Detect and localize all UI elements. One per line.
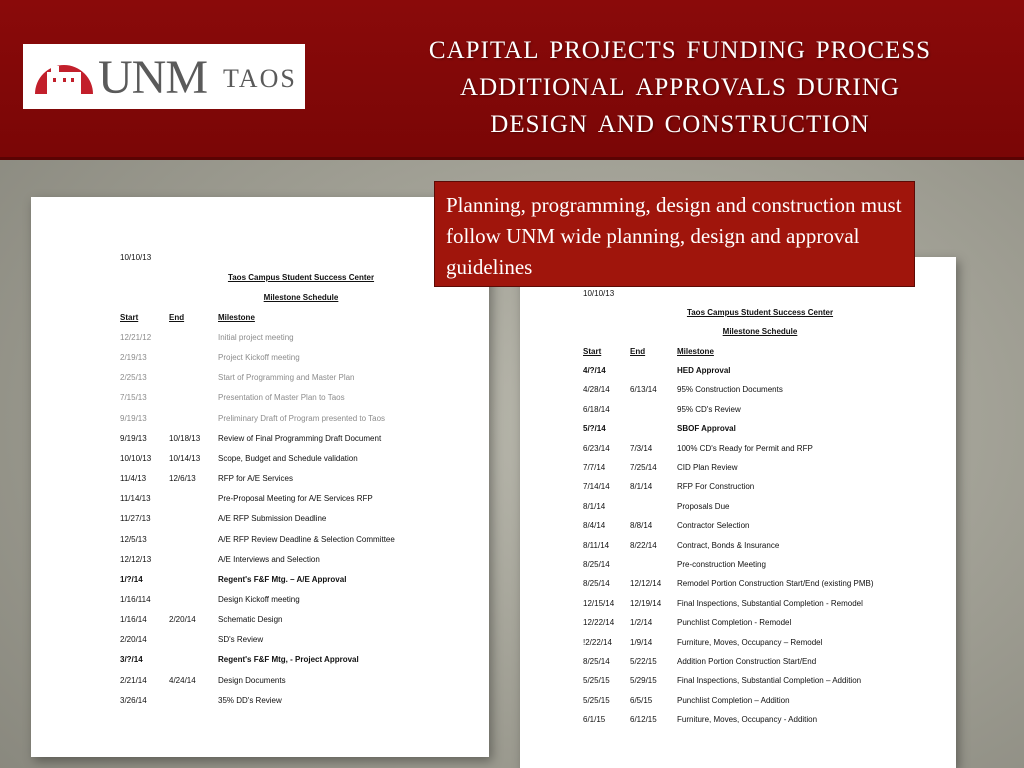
col-end: End	[630, 347, 646, 356]
table-row	[120, 555, 480, 567]
row-milestone: Pre-Proposal Meeting for A/E Services RFP	[218, 494, 373, 504]
slide-header	[0, 0, 1024, 160]
row-start: 8/4/14	[583, 521, 606, 531]
row-milestone: A/E RFP Review Deadline & Selection Committee	[218, 534, 395, 544]
table-row	[583, 502, 943, 514]
table-row	[120, 474, 480, 486]
row-milestone: Punchlist Completion - Remodel	[677, 618, 792, 628]
doc-date: 10/10/13	[583, 289, 615, 298]
row-start: 2/20/14	[120, 635, 147, 645]
table-row	[583, 541, 943, 553]
table-row	[583, 579, 943, 591]
row-milestone: HED Approval	[677, 366, 731, 375]
col-start: Start	[120, 313, 139, 322]
row-milestone: 95% CD's Review	[677, 404, 741, 414]
row-milestone: 35% DD's Review	[218, 695, 282, 705]
row-start: 12/5/13	[120, 534, 147, 544]
row-start: 8/25/14	[583, 657, 610, 666]
row-start: 6/18/14	[583, 404, 610, 414]
row-milestone: Contractor Selection	[677, 521, 750, 531]
row-milestone: Initial project meeting	[218, 333, 294, 342]
title-line-2: additional approvals during	[460, 64, 900, 103]
milestone-schedule-left	[31, 197, 489, 757]
row-start: 2/25/13	[120, 373, 147, 383]
row-milestone: 100% CD's Ready for Permit and RFP	[677, 443, 813, 453]
doc-title: Taos Campus Student Success Center	[227, 273, 375, 282]
row-start: 12/22/14	[583, 618, 615, 628]
row-milestone: Proposals Due	[677, 501, 730, 511]
row-milestone: SD's Review	[218, 635, 264, 645]
row-milestone: A/E RFP Submission Deadline	[218, 514, 327, 524]
table-row	[120, 373, 480, 385]
unm-logo-icon	[33, 54, 95, 98]
row-milestone: Furniture, Moves, Occupancy - Addition	[677, 715, 818, 725]
table-row	[583, 463, 943, 475]
row-milestone: Design Kickoff meeting	[218, 594, 300, 604]
title-line-3: design and construction	[490, 101, 870, 140]
table-row	[120, 393, 480, 405]
table-row	[583, 715, 943, 727]
table-row	[120, 655, 480, 667]
row-start: 11/14/13	[120, 494, 151, 504]
table-row	[120, 615, 480, 627]
table-row	[583, 405, 943, 417]
col-end: End	[169, 313, 185, 322]
row-milestone: Presentation of Master Plan to Taos	[218, 393, 345, 403]
row-end: 1/2/14	[630, 618, 653, 628]
table-row	[120, 494, 480, 506]
row-end: 8/22/14	[630, 540, 657, 550]
table-row	[120, 414, 480, 426]
row-end: 6/5/15	[630, 695, 653, 705]
table-row	[583, 638, 943, 650]
col-milestone: Milestone	[677, 347, 714, 356]
row-milestone: A/E Interviews and Selection	[218, 554, 320, 564]
row-start: 4/28/14	[583, 385, 610, 395]
row-end: 6/13/14	[630, 385, 657, 395]
table-row	[583, 366, 943, 378]
col-start: Start	[583, 347, 602, 356]
row-end: 12/6/13	[169, 474, 196, 484]
table-row	[120, 353, 480, 365]
row-end: 8/1/14	[630, 482, 653, 492]
table-row	[583, 521, 943, 533]
table-row	[120, 535, 480, 547]
row-start: 7/7/14	[583, 463, 606, 472]
slide-title	[340, 28, 1020, 139]
logo-unm-text: UNM	[98, 51, 208, 104]
row-start: 2/19/13	[120, 353, 147, 363]
table-row	[583, 657, 943, 669]
table-row	[120, 595, 480, 607]
row-milestone: Addition Portion Construction Start/End	[677, 657, 817, 666]
row-start: 8/25/14	[583, 560, 610, 569]
row-end: 5/29/15	[630, 676, 657, 686]
row-milestone: Schematic Design	[218, 615, 283, 625]
row-start: 9/19/13	[120, 413, 147, 423]
row-start: 6/23/14	[583, 443, 610, 453]
row-milestone: 95% Construction Documents	[677, 385, 783, 395]
row-start: 6/1/15	[583, 715, 606, 725]
row-milestone: Punchlist Completion – Addition	[677, 695, 790, 705]
row-end: 12/19/14	[630, 598, 662, 608]
row-start: 8/25/14	[583, 579, 610, 589]
table-row	[120, 333, 480, 345]
row-milestone: RFP For Construction	[677, 482, 755, 492]
row-end: 10/18/13	[169, 433, 201, 443]
row-milestone: Final Inspections, Substantial Completion – Addition	[677, 676, 862, 686]
row-end: 12/12/14	[630, 579, 662, 589]
title-line-1: capital projects funding process	[428, 27, 932, 66]
row-milestone: Final Inspections, Substantial Completion - Remodel	[677, 598, 863, 608]
row-end: 10/14/13	[169, 453, 201, 463]
row-milestone: Scope, Budget and Schedule validation	[218, 453, 358, 463]
logo-taos-text: TAOS	[223, 64, 297, 93]
row-milestone: Project Kickoff meeting	[218, 353, 300, 363]
table-row	[583, 385, 943, 397]
row-milestone: Regent's F&F Mtg, - Project Approval	[218, 655, 359, 665]
table-row	[120, 676, 480, 688]
row-end: 4/24/14	[169, 675, 196, 685]
unm-taos-logo	[23, 44, 305, 109]
doc-date: 10/10/13	[120, 253, 152, 262]
row-milestone: Remodel Portion Construction Start/End (existing PMB)	[677, 579, 874, 589]
table-row	[120, 635, 480, 647]
table-row	[583, 482, 943, 494]
row-start: !2/22/14	[583, 637, 612, 647]
row-start: 2/21/14	[120, 675, 147, 685]
row-end: 1/9/14	[630, 637, 653, 647]
table-row	[120, 434, 480, 446]
row-milestone: Start of Programming and Master Plan	[218, 373, 355, 383]
row-end: 2/20/14	[169, 615, 196, 625]
row-start: 7/14/14	[583, 482, 610, 492]
table-header	[583, 347, 903, 359]
guidelines-callout: Planning, programming, design and construction must follow UNM wide planning, design and approval guidelines	[434, 181, 915, 287]
table-row	[583, 560, 943, 572]
row-milestone: Pre-construction Meeting	[677, 560, 766, 569]
row-start: 7/15/13	[120, 393, 147, 403]
row-start: 8/1/14	[583, 501, 606, 511]
row-start: 3/26/14	[120, 695, 147, 705]
row-milestone: Design Documents	[218, 675, 286, 685]
row-start: 8/11/14	[583, 540, 610, 550]
row-milestone: Contract, Bonds & Insurance	[677, 540, 780, 550]
doc-subtitle: Milestone Schedule	[263, 293, 339, 302]
row-start: 12/15/14	[583, 598, 615, 608]
doc-subtitle: Milestone Schedule	[722, 327, 798, 336]
row-start: 12/12/13	[120, 554, 152, 564]
row-end: 6/12/15	[630, 715, 657, 725]
col-milestone: Milestone	[218, 313, 255, 322]
row-milestone: Regent's F&F Mtg. – A/E Approval	[218, 574, 347, 584]
table-row	[583, 444, 943, 456]
row-start: 5/?/14	[583, 424, 606, 434]
table-row	[120, 454, 480, 466]
table-header	[120, 313, 440, 325]
row-milestone: SBOF Approval	[677, 424, 736, 434]
row-start: 12/21/12	[120, 333, 152, 342]
row-milestone: Review of Final Programming Draft Document	[218, 433, 382, 443]
table-row	[583, 696, 943, 708]
row-milestone: Furniture, Moves, Occupancy – Remodel	[677, 637, 823, 647]
table-row	[583, 424, 943, 436]
row-start: 1/16/14	[120, 615, 147, 625]
table-row	[120, 514, 480, 526]
row-start: 5/25/15	[583, 695, 610, 705]
row-end: 8/8/14	[630, 521, 653, 531]
table-row	[583, 676, 943, 688]
row-start: 4/?/14	[583, 366, 606, 375]
table-row	[120, 696, 480, 708]
row-milestone: RFP for A/E Services	[218, 474, 293, 484]
row-end: 5/22/15	[630, 657, 657, 666]
row-start: 9/19/13	[120, 433, 147, 443]
row-end: 7/3/14	[630, 443, 653, 453]
milestone-schedule-right	[520, 257, 956, 768]
row-start: 3/?/14	[120, 655, 143, 665]
row-start: 1/16/114	[120, 594, 151, 604]
table-row	[583, 618, 943, 630]
row-start: 11/4/13	[120, 474, 147, 484]
row-start: 10/10/13	[120, 453, 152, 463]
doc-title: Taos Campus Student Success Center	[686, 308, 834, 317]
row-milestone: Preliminary Draft of Program presented to Taos	[218, 413, 386, 423]
row-end: 7/25/14	[630, 463, 657, 472]
row-start: 11/27/13	[120, 514, 151, 524]
row-milestone: CID Plan Review	[677, 463, 738, 472]
table-row	[583, 599, 943, 611]
row-start: 5/25/15	[583, 676, 610, 686]
row-start: 1/?/14	[120, 574, 143, 584]
table-row	[120, 575, 480, 587]
